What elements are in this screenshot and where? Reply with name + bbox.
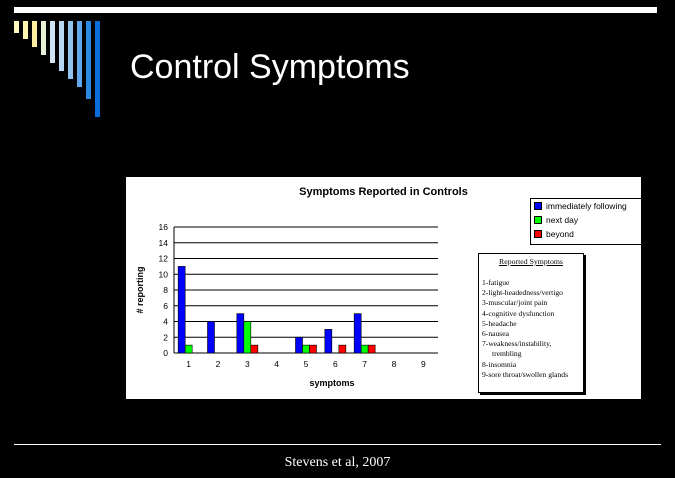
stripe (59, 21, 64, 71)
top-rule (14, 7, 657, 13)
x-tick-label: 1 (186, 359, 192, 369)
bar-beyond (251, 345, 258, 353)
x-tick-label: 7 (362, 359, 368, 369)
y-tick-label: 2 (163, 332, 168, 343)
symptom-key-item: 4-cognitive dysfunction (482, 308, 555, 318)
symptom-key-item: 6-nausea (482, 329, 509, 339)
bar-immediately-following (354, 314, 361, 353)
stripe (23, 21, 28, 39)
bar-beyond (310, 345, 317, 353)
y-tick-label: 0 (163, 348, 168, 358)
stripe (68, 21, 73, 79)
stripe (95, 21, 100, 117)
bar-next-day (361, 345, 368, 353)
stripe (50, 21, 55, 63)
symptom-key-item: 8-insomnia (482, 359, 517, 369)
y-tick-label: 4 (163, 316, 168, 327)
legend-swatch (534, 202, 542, 210)
symptom-key-item: 1-fatigue (482, 278, 510, 287)
y-axis-label: # reporting (135, 266, 145, 314)
legend-item (531, 213, 641, 227)
y-tick-label: 12 (158, 253, 168, 264)
chart-panel (126, 177, 641, 399)
bar-beyond (339, 345, 346, 353)
bar-next-day (303, 345, 310, 353)
x-tick-label: 3 (244, 359, 250, 369)
x-tick-label: 9 (420, 359, 426, 369)
symptom-key-item: 3-muscular/joint pain (482, 298, 548, 308)
y-tick-label: 10 (158, 269, 168, 280)
symptom-key-heading: Reported Symptoms (499, 257, 563, 266)
stripe (77, 21, 82, 87)
symptom-key-item: 5-headache (482, 318, 517, 328)
x-tick-label: 8 (391, 359, 397, 369)
legend-label: next day (546, 215, 579, 225)
citation: Stevens et al, 2007 (284, 455, 391, 470)
bar-immediately-following (296, 337, 303, 353)
x-axis-label: symptoms (309, 378, 355, 388)
bottom-rule (14, 444, 661, 445)
symptom-key-box (478, 253, 584, 393)
bar-beyond (368, 345, 375, 353)
legend-item (531, 227, 641, 241)
x-tick-label: 6 (332, 359, 338, 369)
stripe (32, 21, 37, 47)
x-tick-label: 4 (274, 359, 280, 369)
bar-immediately-following (178, 266, 185, 353)
bar-immediately-following (208, 322, 215, 354)
legend-label: beyond (546, 229, 574, 239)
legend-label: immediately following (546, 201, 627, 211)
legend-swatch (534, 230, 542, 238)
bar-immediately-following (237, 314, 244, 353)
symptom-key-item: trembling (492, 349, 522, 359)
bar-next-day (185, 345, 192, 353)
y-tick-label: 6 (163, 300, 168, 311)
x-tick-label: 5 (303, 359, 309, 369)
symptom-key-list (482, 278, 583, 380)
slide-title: Control Symptoms (130, 48, 410, 86)
symptom-key-item: 9-sore throat/swollen glands (482, 369, 569, 379)
chart-legend (530, 198, 642, 245)
stripe (41, 21, 46, 55)
stripe (14, 21, 19, 33)
x-tick-label: 2 (215, 359, 221, 369)
bar-next-day (244, 322, 251, 354)
legend-swatch (534, 216, 542, 224)
legend-item (531, 199, 641, 213)
chart-title: Symptoms Reported in Controls (299, 186, 468, 198)
symptom-key-item: 2-light-headedness/vertigo (482, 288, 563, 298)
y-tick-label: 16 (158, 222, 168, 232)
symptom-key-item: 7-weakness/instability, (482, 339, 552, 349)
y-tick-label: 14 (158, 237, 168, 248)
y-tick-label: 8 (163, 285, 168, 295)
stripe (86, 21, 91, 99)
bar-immediately-following (325, 329, 332, 353)
